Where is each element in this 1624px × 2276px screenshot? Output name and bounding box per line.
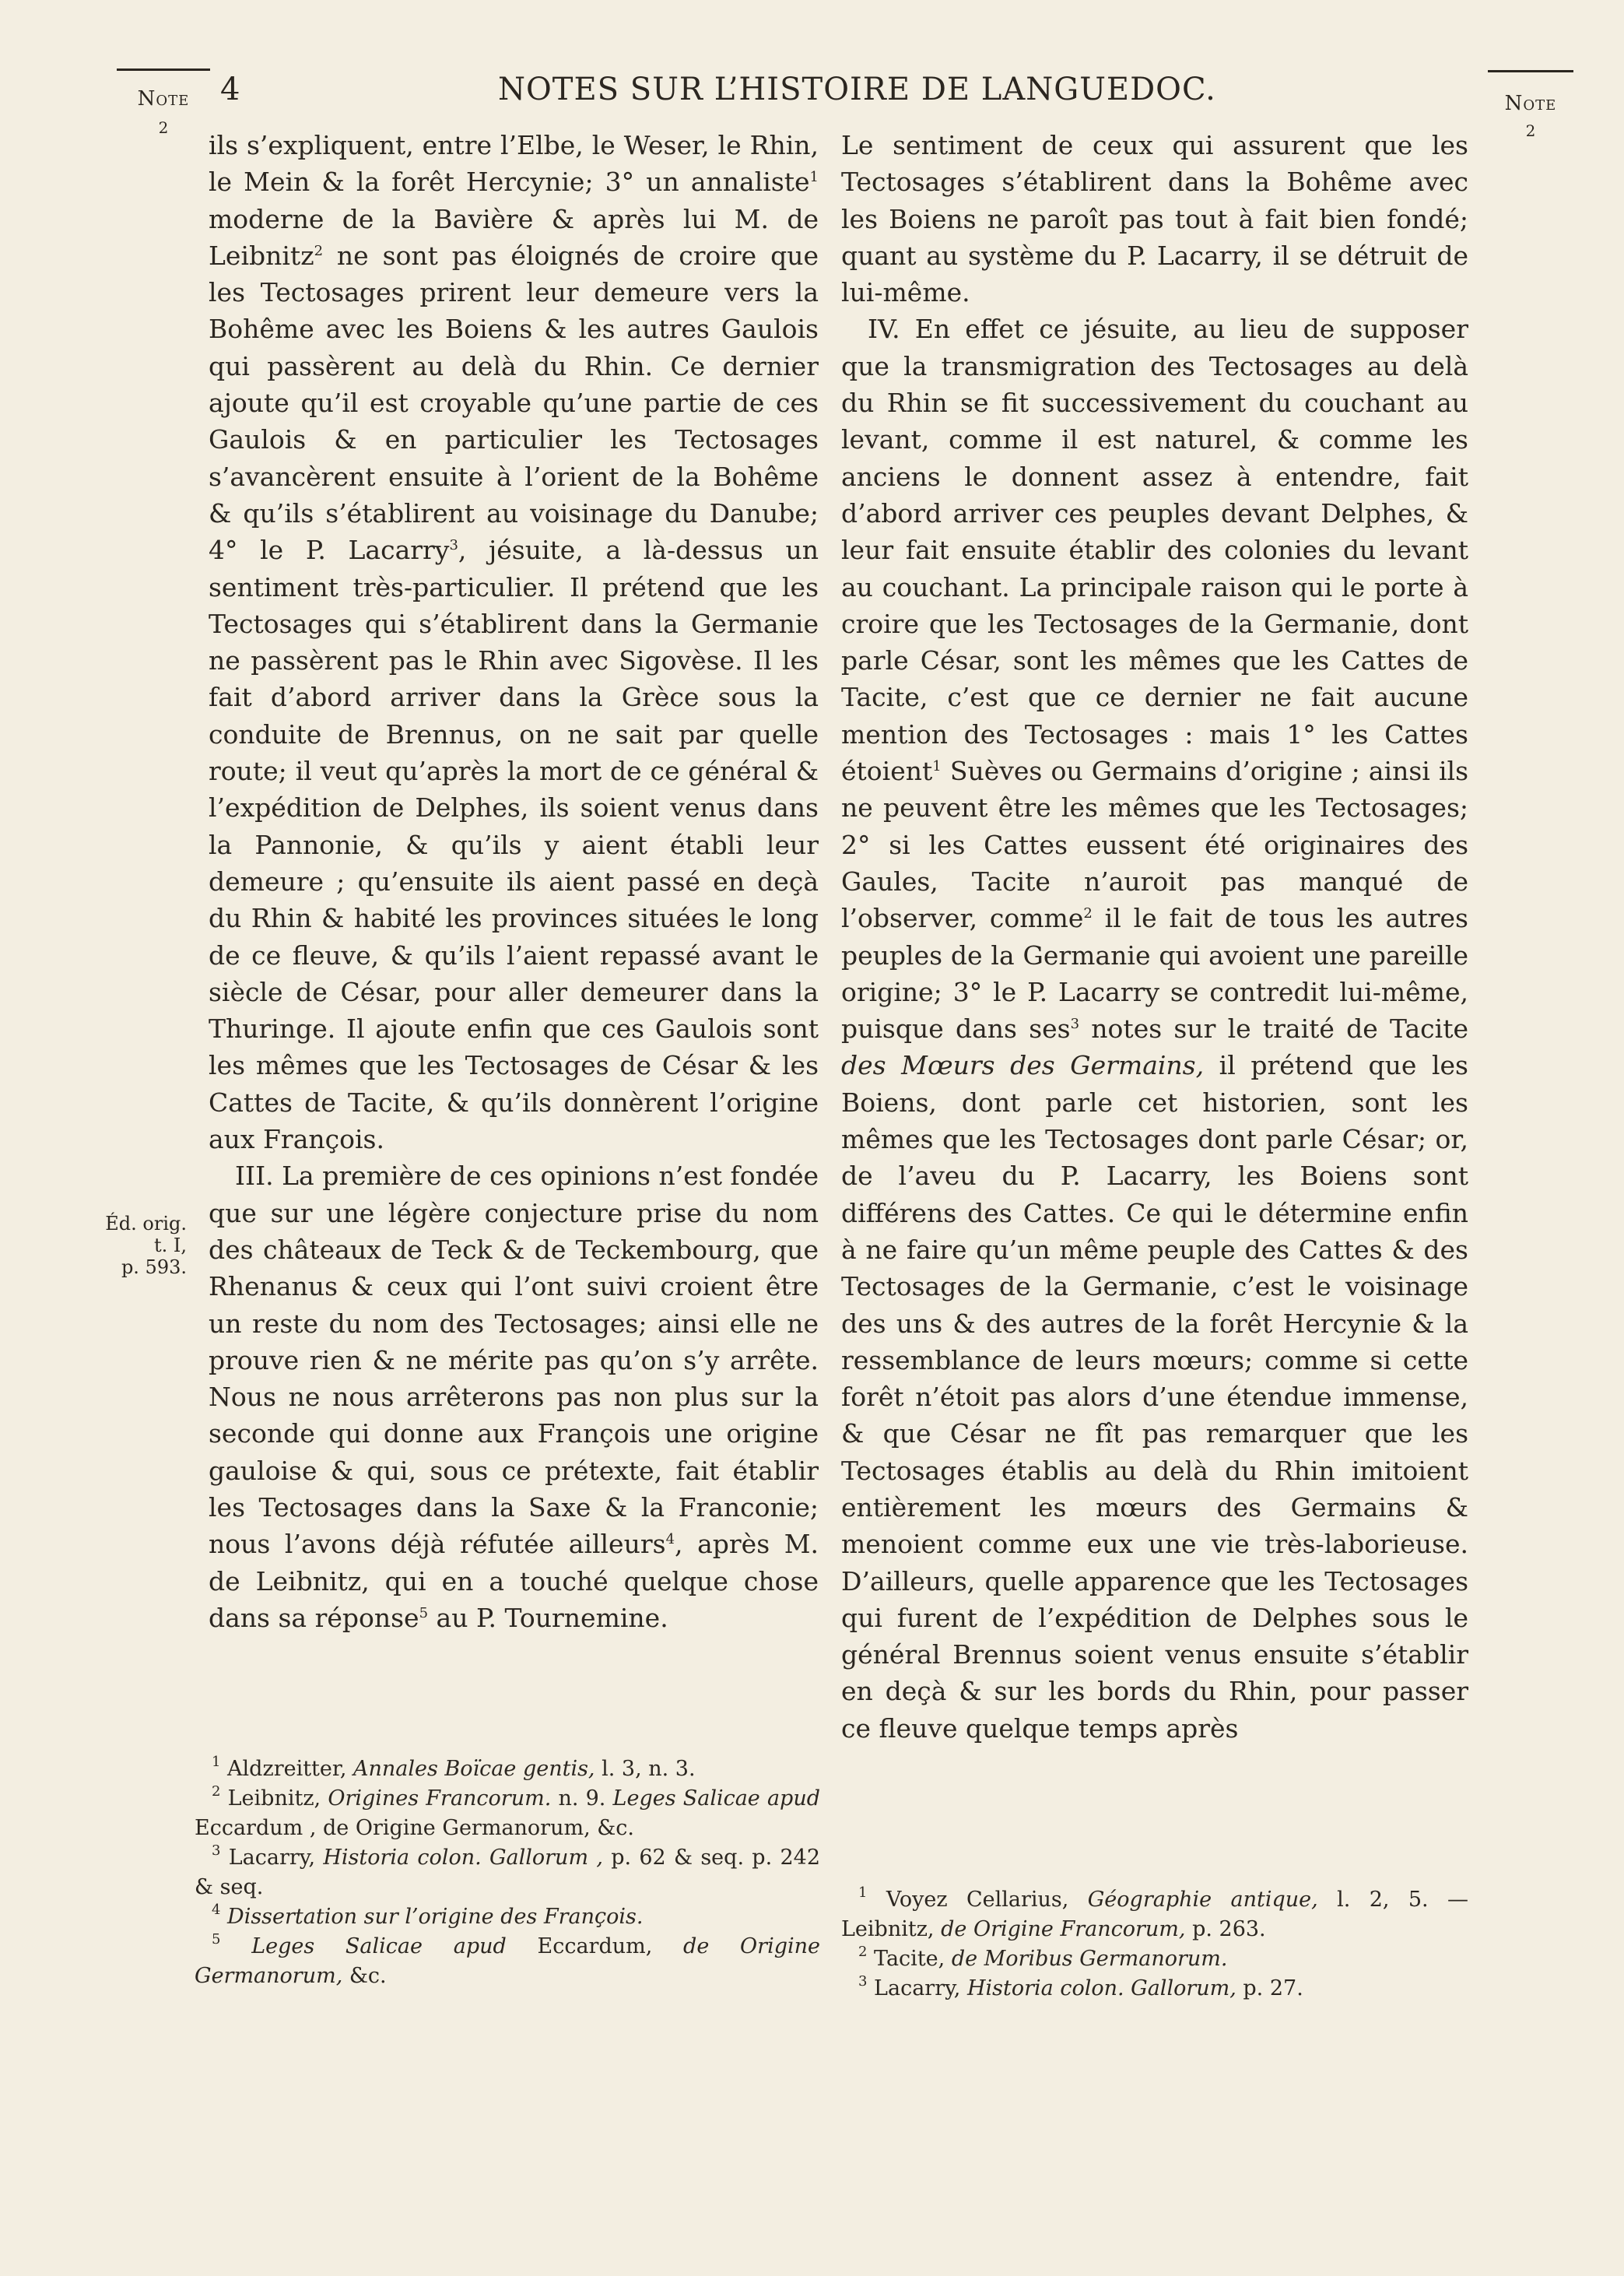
footnote: $^2$ Tacite, de Moribus Germanorum.	[858, 1944, 1228, 1971]
footnote: $^3$ Lacarry, Historia colon. Gallorum , p. 62 & seq. p. 242 & seq.	[195, 1842, 820, 1899]
left-column	[209, 127, 819, 1636]
margin-ref-line: Éd. orig.	[105, 1213, 187, 1235]
header-rule-left	[117, 68, 210, 71]
note-number-left: 2	[158, 118, 169, 137]
footnote: $^1$ Voyez Cellarius, Géographie antique, l. 2, 5. — Leibnitz, de Origine Francorum, p. 263.	[841, 1884, 1468, 1941]
right-column	[841, 127, 1468, 1747]
footnote: $^2$ Leibnitz, Origines Francorum. n. 9. Leges Salicae apud Eccardum , de Origine Germanorum, &c.	[195, 1783, 821, 1840]
paragraph: Le sentiment de ceux qui assurent que les Tectosages s’établirent dans la Bohême avec les Boiens ne paroît pas tout à fait bien fondé; quant au système du P. Lacarry, il se détruit de lui-même.	[841, 130, 1468, 308]
footnote-ref[interactable]: 3	[449, 537, 458, 554]
footnote-ref[interactable]: 2	[314, 242, 324, 259]
margin-ref-line: t. I,	[153, 1235, 187, 1256]
note-label-right: Note	[1504, 92, 1557, 115]
margin-ref-line: p. 593.	[121, 1256, 187, 1278]
running-title: NOTES SUR L’HISTOIRE DE LANGUEDOC.	[498, 72, 1216, 107]
paragraph: III. La première de ces opinions n’est fondée que sur une légère conjecture prise du nom des châteaux de Teck & de Teckembourg, que Rhenanus & ceux qui l’ont suivi croient être un reste du nom des Tectosages; ainsi elle ne prouve rien & ne mérite pas qu’on s’y arrête. Nous ne nous arrêterons pas non plus sur la seconde qui donne aux François une origine gauloise & qui, sous ce prétexte, fait établir les Tectosages dans la Saxe & la Franconie; nous l’avons déjà réfutée ailleurs$^4$, après M. de Leibnitz, qui en a touché quelque chose dans sa réponse$^5$ au P. Tournemine.	[209, 1161, 819, 1633]
paragraph: ils s’expliquent, entre l’Elbe, le Weser, le Rhin, le Mein & la forêt Hercynie; 3° un annaliste$^1$ moderne de la Bavière & après lui M. de Leibnitz$^2$ ne sont pas éloignés de croire que les Tectosages prirent leur demeure vers la Bohême avec les Boiens & les autres Gaulois qui passèrent au delà du Rhin. Ce dernier ajoute qu’il est croyable qu’une partie de ces Gaulois & en particulier les Tectosages s’avancèrent ensuite à l’orient de la Bohême & qu’ils s’établirent au voisinage du Danube; 4° le P. Lacarry$^3$, jésuite, a là-dessus un sentiment très-particulier. Il prétend que les Tectosages qui s’établirent dans la Germanie ne passèrent pas le Rhin avec Sigovèse. Il les fait d’abord arriver dans la Grèce sous la conduite de Brennus, on ne sait par quelle route; il veut qu’après la mort de ce général & l’expédition de Delphes, ils soient venus dans la Pannonie, & qu’ils y aient établi leur demeure ; qu’ensuite ils aient passé en deçà du Rhin & habité les provinces situées le long de ce fleuve, & qu’ils l’aient repassé avant le siècle de César, pour aller demeurer dans la Thuringe. Il ajoute enfin que ces Gaulois sont les mêmes que les Tectosages de César & les Cattes de Tacite, & qu’ils donnèrent l’origine aux François.	[209, 130, 819, 1155]
footnote-ref[interactable]: 1	[932, 758, 942, 775]
header-rule-right	[1488, 70, 1573, 72]
note-number-right: 2	[1525, 121, 1536, 140]
footnote: $^3$ Lacarry, Historia colon. Gallorum, p. 27.	[858, 1973, 1303, 2000]
note-label-left: Note	[137, 87, 190, 111]
paragraph: IV. En effet ce jésuite, au lieu de supposer que la transmigration des Tectosages au delà du Rhin se fit successivement du couchant au levant, comme il est naturel, & comme les anciens le donnent assez à entendre, fait d’abord arriver ces peuples devant Delphes, & leur fait ensuite établir des colonies du levant au couchant. La principale raison qui le porte à croire que les Tectosages de la Germanie, dont parle César, sont les mêmes que les Cattes de Tacite, c’est que ce dernier ne fait aucune mention des Tectosages : mais 1° les Cattes étoient$^1$ Suèves ou Germains d’origine ; ainsi ils ne peuvent être les mêmes que les Tectosages; 2° si les Cattes eussent été originaires des Gaules, Tacite n’auroit pas manqué de l’observer, comme$^2$ il le fait de tous les autres peuples de la Germanie qui avoient une pareille origine; 3° le P. Lacarry se contredit lui-même, puisque dans ses$^3$ notes sur le traité de Tacite des Mœurs des Germains, il prétend que les Boiens, dont parle cet historien, sont les mêmes que les Tectosages dont parle César; or, de l’aveu du P. Lacarry, les Boiens sont différens des Cattes. Ce qui le détermine enfin à ne faire qu’un même peuple des Cattes & des Tectosages de la Germanie, c’est le voisinage des uns & des autres de la forêt Hercynie & la ressemblance de leurs mœurs; comme si cette forêt n’étoit pas alors d’une étendue immense, & que César ne fît pas remarquer que les Tectosages établis au delà du Rhin imitoient entièrement les mœurs des Germains & menoient comme eux une vie très-laborieuse. D’ailleurs, quelle apparence que les Tectosages qui furent de l’expédition de Delphes sous le général Brennus soient venus ensuite s’établir en deçà & sur les bords du Rhin, pour passer ce fleuve quelque temps après	[841, 314, 1468, 1744]
footnote-ref[interactable]: 3	[1070, 1016, 1080, 1033]
page-number: 4	[220, 72, 240, 107]
footnotes-left	[195, 1754, 820, 1991]
footnote: $^4$ Dissertation sur l’origine des François.	[212, 1902, 644, 1929]
footnote: $^1$ Aldzreitter, Annales Boïcae gentis, l. 3, n. 3.	[212, 1754, 696, 1781]
footnote-ref[interactable]: 2	[1083, 905, 1093, 922]
footnote-ref[interactable]: 4	[665, 1531, 675, 1548]
footnotes-right	[841, 1885, 1468, 2004]
margin-reference	[101, 1213, 187, 1278]
footnote-ref[interactable]: 1	[809, 169, 819, 186]
italic-title: des Mœurs des Germains,	[841, 1050, 1205, 1081]
footnote-ref[interactable]: 5	[419, 1604, 429, 1621]
footnote: $^5$ Leges Salicae apud Eccardum, de Origine Germanorum, &c.	[195, 1931, 820, 1988]
